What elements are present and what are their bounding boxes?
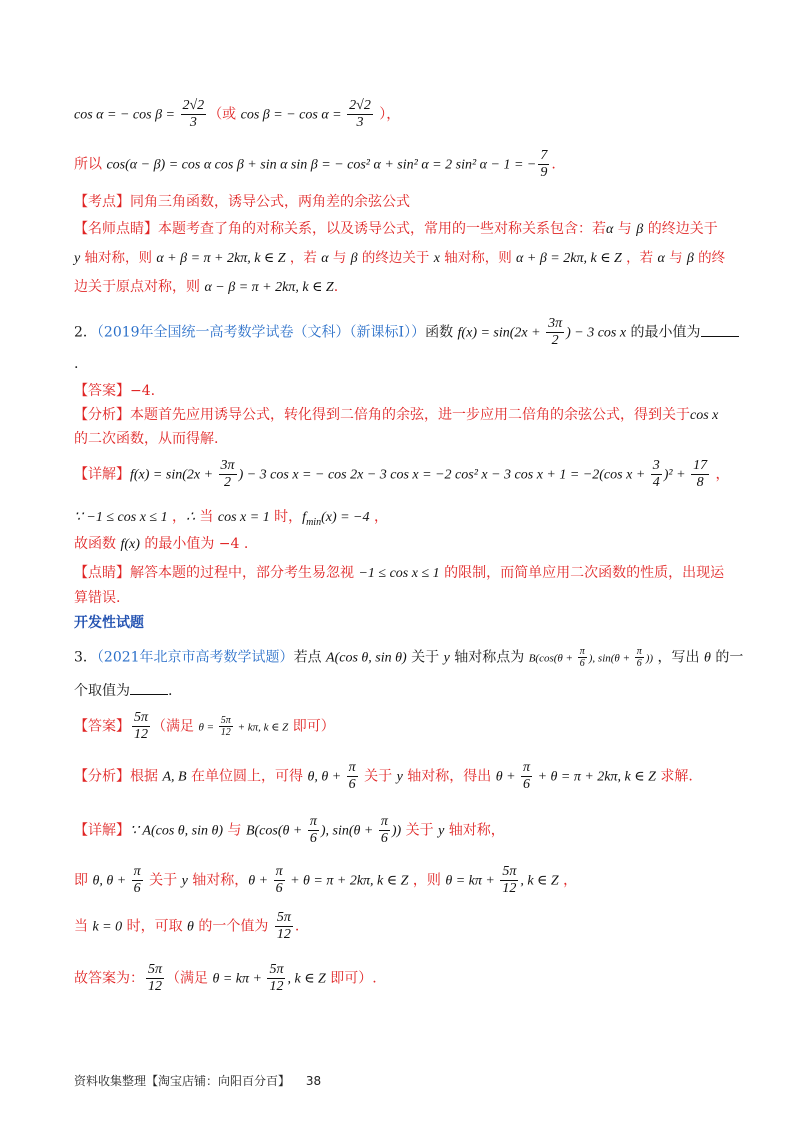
q3-detail-4: 故答案为： $\frac{5\pi}{12}$ （满足 θ = kπ + $\frac{5\pi}{12}$ , k ∈ Z 即可）. <box>74 962 377 994</box>
q2-analysis-2: 的二次函数，从而得解. <box>74 431 219 447</box>
question-2: 2．（2019年全国统一高考数学试卷（文科）（新课标Ⅰ））函数 f(x) = sin(2x + $\frac{3\pi}{2}$ ) − 3 cos x 的最小值为 <box>74 316 800 349</box>
answer-blank <box>130 680 168 695</box>
q2-detail: 【详解】f(x) = sin(2x + $\frac{3\pi}{2}$ ) − 3 cos x = − cos 2x − 3 cos x = −2 cos² x − 3 cos x + 1 = −2(cos x + $\frac{3}{4}$ )² + $\frac{17}{8}$ ， <box>74 458 730 490</box>
mingshi-line-2: y 轴对称，则 α + β = π + 2kπ, k ∈ Z ，若 α 与 β 的终边关于 x 轴对称，则 α + β = 2kπ, k ∈ Z ，若 α 与 β 的终 <box>74 250 726 266</box>
page-number: 38 <box>305 1074 322 1088</box>
q3-answer: 【答案】 $\frac{5\pi}{12}$ （满足 θ = $\frac{5\pi}{12}$ + kπ, k ∈ Z 即可） <box>74 710 335 742</box>
question-2-dot: . <box>74 356 79 372</box>
q3-detail-2: 即 θ, θ + $\frac{\pi}{6}$ 关于 y 轴对称，θ + $\frac{\pi}{6}$ + θ = π + 2kπ, k ∈ Z ，则 θ = kπ + $\frac{5\pi}{12}$ , k ∈ Z ， <box>74 864 578 896</box>
q2-detail-2: ∵ −1 ≤ cos x ≤ 1 ，∴ 当 cos x = 1 时，$f_{min}(x) = -4$ ， <box>74 509 388 528</box>
q2-answer: 【答案】−4. <box>74 383 156 399</box>
q3-detail: 【详解】∵ A(cos θ, sin θ) 与 B(cos(θ + $\frac{\pi}{6}$ ), sin(θ + $\frac{\pi}{6}$ )) 关于 y 轴对称， <box>74 814 505 846</box>
answer-blank <box>701 322 739 337</box>
footer-text: 资料收集整理【淘宝店铺：向阳百分百】 <box>74 1074 291 1088</box>
kaodian: 【考点】同角三角函数，诱导公式，两角差的余弦公式 <box>74 194 410 210</box>
q3-analysis: 【分析】根据 A, B 在单位圆上，可得 θ, θ + $\frac{\pi}{6}$ 关于 y 轴对称，得出 θ + $\frac{\pi}{6}$ + θ = π + 2kπ, k ∈ Z 求解. <box>74 760 693 792</box>
section-heading: 开发性试题 <box>74 615 144 631</box>
question-3: 3．（2021年北京市高考数学试题）若点 A(cos θ, sin θ) 关于 y 轴对称点为 B(cos(θ + $\frac{\pi}{6}$ ), sin(θ + $\frac{\pi}{6}$ )) ，写出 θ 的一 <box>74 646 744 669</box>
mingshi-dianjing: 【名师点睛】本题考查了角的对称关系，以及诱导公式，常用的一些对称关系包含：若α 与 β 的终边关于 <box>74 221 718 237</box>
q3-detail-3: 当 k = 0 时，可取 θ 的一个值为 $\frac{5\pi}{12}$ . <box>74 910 300 942</box>
line-2: 所以 cos(α − β) = cos α cos β + sin α sin β = − cos² α + sin² α = 2 sin² α − 1 = − $\frac{7}{9}$ . <box>74 148 556 180</box>
q2-detail-3: 故函数 f(x) 的最小值为 −4 . <box>74 536 249 552</box>
q2-comment: 【点睛】解答本题的过程中，部分考生易忽视 −1 ≤ cos x ≤ 1 的限制，而简单应用二次函数的性质，出现运 <box>74 565 725 581</box>
question-3-line-2: 个取值为 . <box>74 680 800 702</box>
q2-comment-2: 算错误. <box>74 590 121 606</box>
mingshi-line-3: 边关于原点对称，则 α − β = π + 2kπ, k ∈ Z. <box>74 279 339 295</box>
footer <box>74 1072 321 1089</box>
line-1: cos α = − cos β = $\frac{2√2}{3}$ （或 cos β = − cos α = $\frac{2√2}{3}$ ）， <box>74 98 401 130</box>
q2-analysis: 【分析】本题首先应用诱导公式，转化得到二倍角的余弦，进一步应用二倍角的余弦公式，得到关于cos x <box>74 407 719 423</box>
